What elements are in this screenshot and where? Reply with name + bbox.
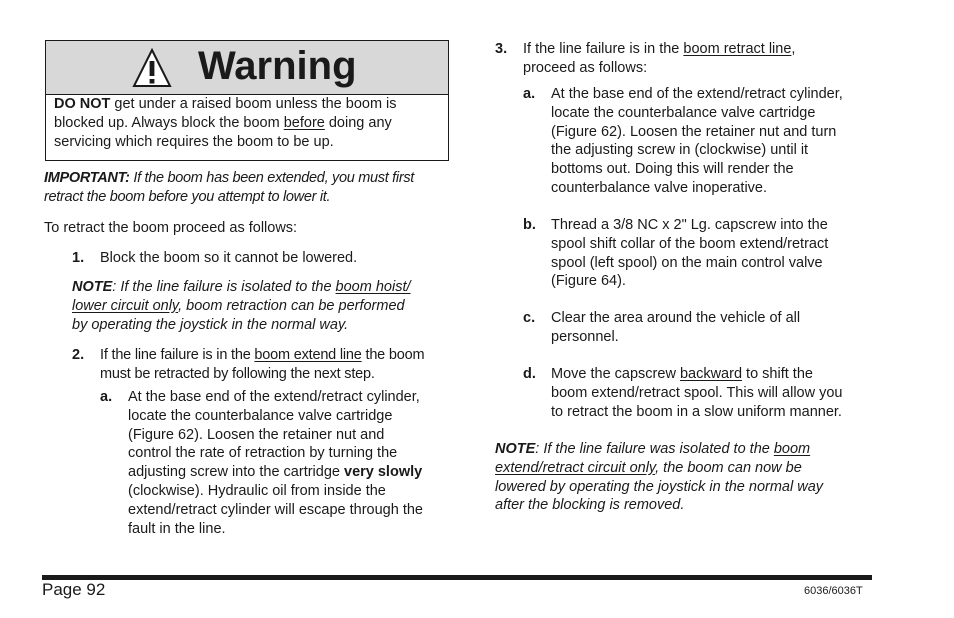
step-3d-label: d. [523,366,536,382]
warning-header [46,41,448,95]
step-3-number: 3. [495,41,508,57]
note-boom-extend-retract: NOTE: If the line failure was isolated to the boom extend/retract circuit only, the boom can now be lowered by operating the joystick in the normal way after the blocking is removed. [495,441,824,514]
step-3-text: If the line failure is in the boom retract line, proceed as follows: [523,41,796,76]
warning-text: DO NOT get under a raised boom unless the boom is blocked up. Always block the boom before doing any servicing which requires the boom to be up. [54,96,397,150]
warning-do-not: DO NOT [54,96,111,112]
step-3c-label: c. [523,310,536,326]
step-3a-label: a. [523,86,536,102]
warning-box [45,40,449,161]
step-2a-label: a. [100,389,113,405]
step-2a-text: At the base end of the extend/retract cylinder, locate the counterbalance valve cartridge (Figure 62). Loosen the retainer nut and control the rate of retraction by turning the adjusting screw into the cartridge very slowly (clockwise). Hydraulic oil from inside the extend/retract cylinder will escape through the fault in the line. [128,389,423,537]
important-label: IMPORTANT: [44,170,130,186]
note-label: NOTE [72,279,113,295]
step-3a-text: At the base end of the extend/retract cylinder, locate the counterbalance valve cartridge (Figure 62). Loosen the retainer nut and turn the adjusting screw in (clockwise) until it bottoms out. Doing this will render the counterbalance valve inoperative. [551,86,843,196]
step-3c-text: Clear the area around the vehicle of all personnel. [551,310,801,345]
warning-title: Warning [198,44,357,88]
step-3b-label: b. [523,217,536,233]
model-number: 6036/6036T [804,585,863,597]
step-1-text: Block the boom so it cannot be lowered. [100,250,358,266]
intro-text: To retract the boom proceed as follows: [44,220,298,236]
note-boom-hoist: NOTE: If the line failure is isolated to the boom hoist/ lower circuit only, boom retraction can be performed by operating the joystick in the normal way. [72,279,411,333]
step-2-text: If the line failure is in the boom extend line the boom must be retracted by following the next step. [100,347,425,382]
note-label: NOTE [495,441,536,457]
step-1-number: 1. [72,250,85,266]
footer-divider [42,575,872,580]
step-2-number: 2. [72,347,85,363]
page-number: Page 92 [42,580,106,599]
warning-triangle-icon [132,48,172,88]
step-3b-text: Thread a 3/8 NC x 2" Lg. capscrew into the spool shift collar of the boom extend/retract spool (left spool) on the main control valve (Figure 64). [551,217,829,290]
important-note: IMPORTANT: If the boom has been extended, you must first retract the boom before you attempt to lower it. [44,170,415,205]
step-3d-text: Move the capscrew backward to shift the boom extend/retract spool. This will allow you to retract the boom in a slow uniform manner. [551,366,843,420]
